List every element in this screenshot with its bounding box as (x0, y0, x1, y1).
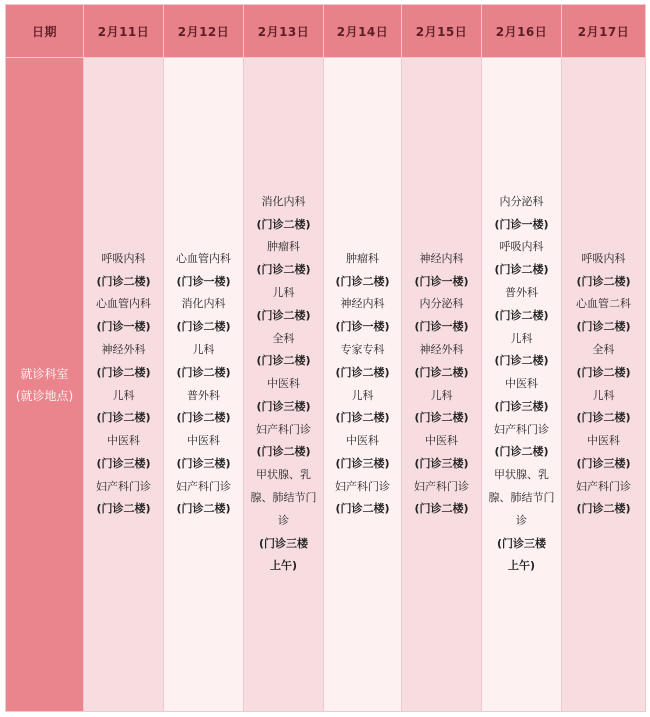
location-text: (门诊三楼) (256, 399, 311, 413)
location-text: (门诊二楼) (335, 502, 390, 516)
department-row-header (6, 58, 84, 712)
location-text: 上午) (507, 559, 536, 573)
location-text: (门诊三楼) (335, 456, 390, 470)
department-name: 妇产科门诊 (414, 479, 469, 493)
department-name: 内分泌科 (419, 297, 464, 311)
department-name: 全科 (592, 342, 615, 356)
location-text: 上午) (269, 559, 298, 573)
date-header-cell: 2月16日 (482, 5, 562, 58)
department-list (96, 248, 151, 522)
department-list (489, 191, 555, 579)
location-text: (门诊一楼) (96, 320, 151, 334)
department-list (576, 248, 631, 522)
location-text: (门诊二楼) (176, 365, 231, 379)
location-text: (门诊一楼) (335, 320, 390, 334)
department-name: 儿科 (192, 342, 215, 356)
location-text: (门诊二楼) (256, 217, 311, 231)
department-list (251, 191, 317, 579)
day-cell (402, 58, 482, 712)
location-text: (门诊二楼) (335, 274, 390, 288)
department-list (414, 248, 469, 522)
day-cell (482, 58, 562, 712)
location-text: (门诊二楼) (256, 263, 311, 277)
location-text: (门诊二楼) (576, 365, 631, 379)
location-text: (门诊二楼) (576, 274, 631, 288)
location-text: (门诊二楼) (96, 365, 151, 379)
department-name: 妇产科门诊 (576, 479, 631, 493)
location-text: (门诊二楼) (335, 365, 390, 379)
department-name: 心血管内科 (96, 297, 151, 311)
department-name: 呼吸内科 (101, 251, 146, 265)
department-name: 中医科 (425, 434, 458, 448)
department-name: 神经内科 (340, 297, 385, 311)
department-name: 普外科 (187, 388, 220, 402)
location-text: (门诊三楼) (96, 456, 151, 470)
department-name: 中医科 (587, 434, 620, 448)
day-cell (324, 58, 402, 712)
department-name: 肿瘤科 (346, 251, 379, 265)
department-name: 儿科 (112, 388, 135, 402)
row-header-line-1: 就诊科室 (20, 366, 69, 381)
location-text: (门诊二楼) (256, 308, 311, 322)
department-name: 专家专科 (340, 342, 385, 356)
department-name: 妇产科门诊 (494, 422, 549, 436)
department-name: 腺、肺结节门 (488, 491, 555, 505)
department-name: 甲状腺、乳 (494, 468, 549, 482)
department-list (176, 248, 231, 522)
location-text: (门诊三楼 (496, 536, 547, 550)
header-row (6, 5, 646, 58)
day-cell (164, 58, 244, 712)
department-row (6, 58, 646, 712)
location-text: (门诊一楼) (414, 274, 469, 288)
location-text: (门诊一楼) (414, 320, 469, 334)
location-text: (门诊二楼) (96, 274, 151, 288)
location-text: (门诊二楼) (176, 411, 231, 425)
department-name: 妇产科门诊 (96, 479, 151, 493)
location-text: (门诊二楼) (176, 502, 231, 516)
department-name: 中医科 (267, 377, 300, 391)
department-name: 诊 (278, 513, 289, 527)
date-header-cell: 2月15日 (402, 5, 482, 58)
department-name: 儿科 (592, 388, 615, 402)
department-name: 儿科 (510, 331, 533, 345)
row-header-line-2: (就诊地点) (15, 388, 74, 403)
department-name: 中医科 (505, 377, 538, 391)
location-text: (门诊二楼) (576, 411, 631, 425)
department-list (335, 248, 390, 522)
department-name: 神经外科 (419, 342, 464, 356)
date-header-cell: 2月14日 (324, 5, 402, 58)
department-name: 儿科 (272, 285, 295, 299)
location-text: (门诊三楼 (258, 536, 309, 550)
department-name: 中医科 (346, 434, 379, 448)
day-cell (84, 58, 164, 712)
location-text: (门诊三楼) (576, 456, 631, 470)
location-text: (门诊二楼) (576, 320, 631, 334)
department-name: 呼吸内科 (581, 251, 626, 265)
location-text: (门诊二楼) (494, 308, 549, 322)
date-label-cell: 日期 (6, 5, 84, 58)
department-name: 妇产科门诊 (335, 479, 390, 493)
clinic-schedule-table (5, 4, 646, 712)
department-name: 妇产科门诊 (176, 479, 231, 493)
location-text: (门诊二楼) (96, 502, 151, 516)
location-text: (门诊二楼) (176, 320, 231, 334)
location-text: (门诊二楼) (335, 411, 390, 425)
location-text: (门诊二楼) (494, 445, 549, 459)
department-name: 全科 (272, 331, 295, 345)
department-name: 神经内科 (419, 251, 464, 265)
date-header-cell: 2月13日 (244, 5, 324, 58)
department-name: 甲状腺、乳 (256, 468, 311, 482)
department-name: 中医科 (187, 434, 220, 448)
location-text: (门诊三楼) (494, 399, 549, 413)
department-name: 儿科 (430, 388, 453, 402)
department-name: 心血管二科 (576, 297, 631, 311)
location-text: (门诊二楼) (494, 263, 549, 277)
department-name: 神经外科 (101, 342, 146, 356)
location-text: (门诊一楼) (494, 217, 549, 231)
department-name: 诊 (516, 513, 527, 527)
department-name: 腺、肺结节门 (250, 491, 317, 505)
department-name: 心血管内科 (176, 251, 231, 265)
department-name: 儿科 (351, 388, 374, 402)
location-text: (门诊二楼) (96, 411, 151, 425)
department-name: 普外科 (505, 285, 538, 299)
date-header-cell: 2月11日 (84, 5, 164, 58)
location-text: (门诊二楼) (494, 354, 549, 368)
date-header-cell: 2月12日 (164, 5, 244, 58)
department-name: 中医科 (107, 434, 140, 448)
department-name: 消化内科 (261, 194, 306, 208)
location-text: (门诊一楼) (176, 274, 231, 288)
department-name: 肿瘤科 (267, 240, 300, 254)
location-text: (门诊二楼) (414, 502, 469, 516)
location-text: (门诊二楼) (414, 365, 469, 379)
location-text: (门诊二楼) (576, 502, 631, 516)
location-text: (门诊二楼) (256, 354, 311, 368)
department-name: 消化内科 (181, 297, 226, 311)
day-cell (244, 58, 324, 712)
location-text: (门诊二楼) (256, 445, 311, 459)
department-name: 内分泌科 (499, 194, 544, 208)
date-header-cell: 2月17日 (562, 5, 646, 58)
location-text: (门诊三楼) (414, 456, 469, 470)
department-name: 呼吸内科 (499, 240, 544, 254)
location-text: (门诊二楼) (414, 411, 469, 425)
day-cell (562, 58, 646, 712)
location-text: (门诊三楼) (176, 456, 231, 470)
department-name: 妇产科门诊 (256, 422, 311, 436)
